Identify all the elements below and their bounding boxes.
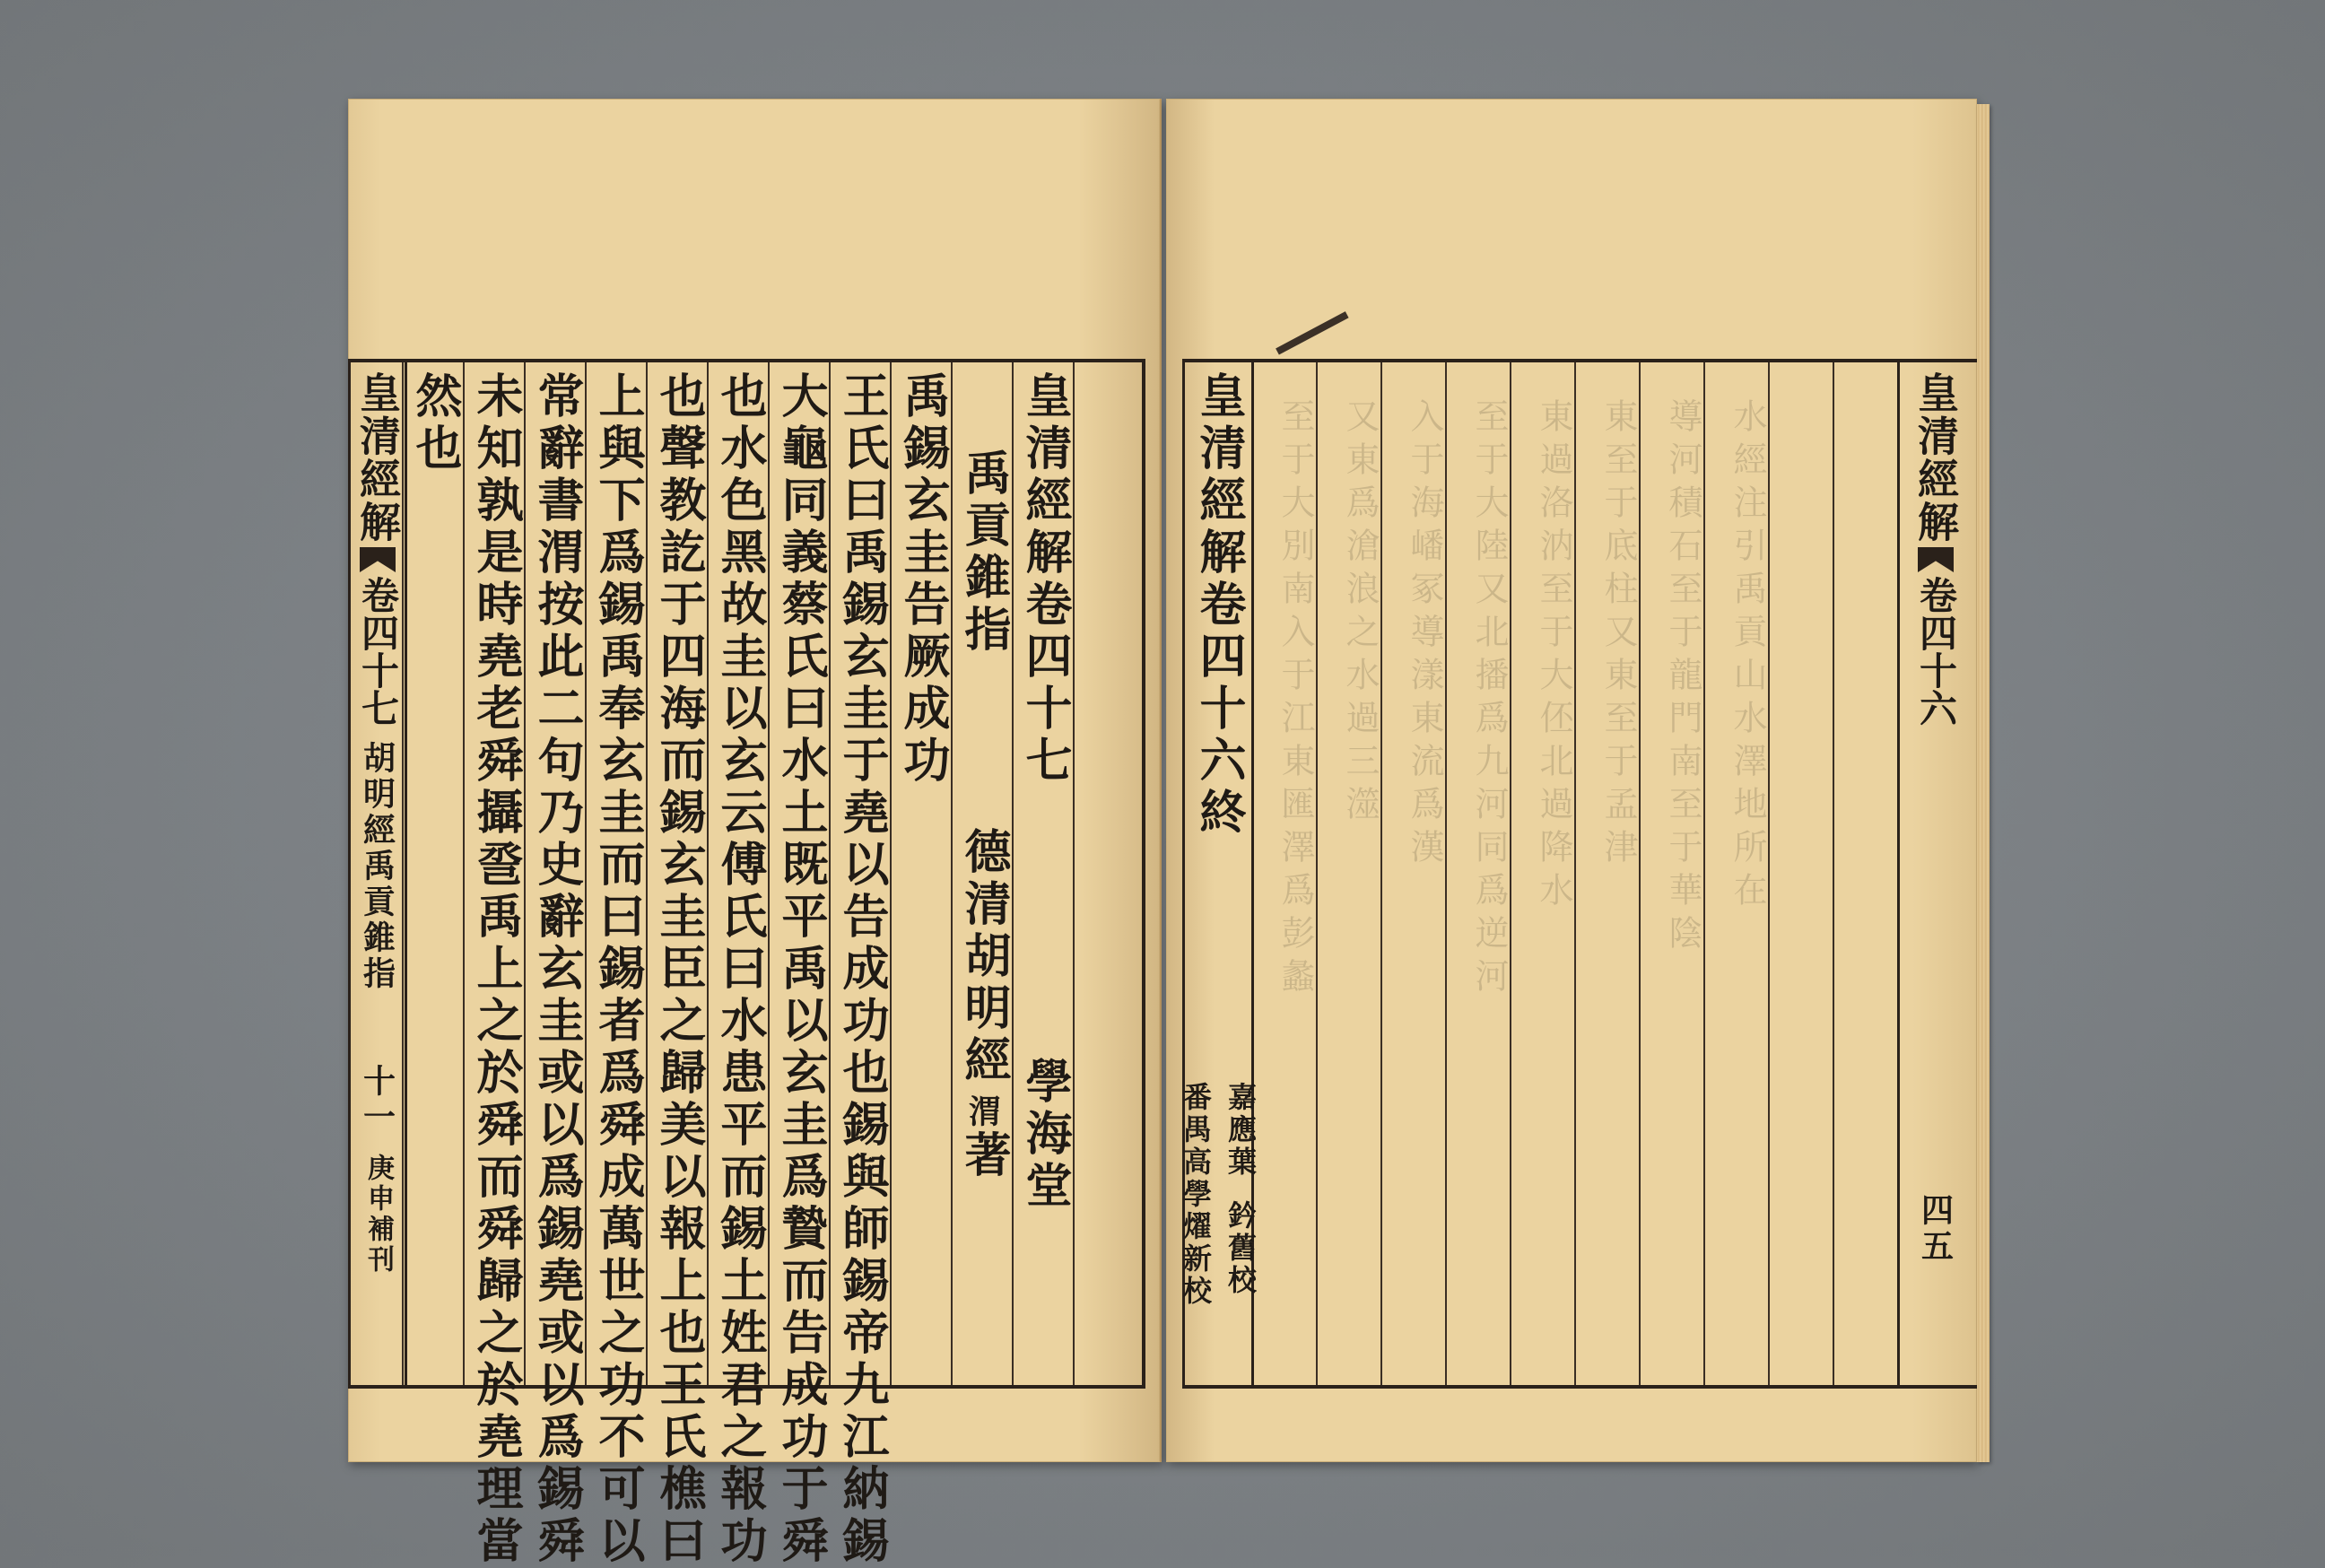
author-role: 著 — [956, 1130, 1011, 1182]
show-through-text: 入于海嶓冢導漾東流爲漢 — [1405, 398, 1444, 872]
text-column-3 — [707, 362, 770, 1568]
margin-page-number: 十一 — [358, 1064, 396, 1136]
right-page — [1166, 99, 1977, 1462]
body-column-text: 大龜同義蔡氏曰水土既平禹以玄圭爲贄而告成功于舜 — [773, 371, 828, 1568]
show-through-text: 水經注引禹貢山水澤地所在 — [1728, 398, 1767, 915]
proofreader-role: 燿新校 — [1179, 1211, 1213, 1308]
show-through-text: 東至于底柱又東至于孟津 — [1598, 398, 1638, 872]
body-column-text: 也聲教訖于四海而錫玄圭臣之歸美以報上也王氏樵曰 — [651, 371, 706, 1568]
body-column-text: 常辭書渭按此二句乃史辭玄圭或以爲錫堯或以爲錫舜 — [529, 371, 584, 1568]
body-column-text: 未知孰是時堯老舜攝巹禹上之於舜而舜歸之於堯理當 — [468, 371, 523, 1568]
chapter-title: 禹貢錐指 — [956, 449, 1011, 657]
body-column-text: 也水色黑故圭以玄云傅氏曰水患平而錫土姓君之報功 — [712, 371, 767, 1568]
end-title-column — [1179, 362, 1258, 1385]
empty-column-10 — [1833, 362, 1899, 1385]
left-page — [348, 99, 1162, 1568]
school-name: 學海堂 — [1017, 1057, 1072, 1213]
heading-column — [890, 362, 953, 1385]
body-column-text: 王氏曰禹錫玄圭于堯以告成功也錫與師錫帝九江納錫 — [834, 371, 889, 1568]
text-column-6 — [524, 362, 587, 1568]
margin-page-number: 四五 — [1916, 1193, 1955, 1265]
author-line: 德清胡明經 — [956, 827, 1011, 1087]
header-column — [1012, 362, 1075, 1385]
text-column-4 — [646, 362, 709, 1568]
fishtail-mark — [1918, 547, 1954, 572]
proofreader-place: 嘉應 — [1223, 1082, 1258, 1146]
proofreader-role: 鈐舊校 — [1223, 1200, 1258, 1297]
body-column-text: 然也 — [407, 371, 462, 475]
section-heading: 禹錫玄圭告厥成功 — [895, 371, 950, 788]
show-through-text: 導河積石至于龍門南至于華陰 — [1663, 398, 1702, 958]
fishtail-mark — [360, 547, 396, 572]
right-page-margin-column — [1897, 362, 1972, 1385]
proofreader-place: 番禺 — [1179, 1082, 1213, 1146]
margin-volume: 卷四十六 — [1914, 576, 1958, 727]
open-book — [348, 90, 1977, 1568]
text-column-7 — [463, 362, 526, 1568]
proofreader-name: 葉 — [1223, 1146, 1258, 1179]
margin-volume: 卷四十七 — [356, 576, 400, 727]
empty-column-9 — [1768, 362, 1834, 1385]
show-through-text: 至于大別南入于江東匯澤爲彭蠡 — [1276, 398, 1315, 1001]
page-stack-edge — [1977, 104, 1990, 1462]
show-through-text: 至于大陸又北播爲九河同爲逆河 — [1469, 398, 1509, 1001]
end-title: 皇清經解卷四十六終 — [1191, 371, 1246, 840]
show-through-text: 東過洛汭至于大伾北過降水 — [1534, 398, 1573, 915]
margin-work: 胡明經禹貢錐指 — [358, 741, 396, 992]
margin-title: 皇清經解 — [1911, 371, 1960, 544]
left-text-frame — [348, 359, 1145, 1568]
proofreader-2 — [1175, 1082, 1216, 1308]
show-through-text: 又東爲滄浪之水過三澨 — [1340, 398, 1380, 829]
right-text-frame — [1179, 359, 1979, 1389]
author-column — [951, 362, 1014, 1385]
text-column-5 — [585, 362, 648, 1568]
margin-edition: 庚申補刊 — [362, 1154, 394, 1276]
body-column-text: 上與下爲錫禹奉玄圭而曰錫者爲舜成萬世之功不可以 — [590, 371, 645, 1568]
header-title: 皇清經解卷四十七 — [1017, 371, 1072, 788]
text-column-1 — [829, 362, 892, 1568]
margin-title: 皇清經解 — [353, 371, 402, 544]
blank-column — [1073, 362, 1144, 1385]
proofreader-block — [1175, 1082, 1261, 1308]
left-page-margin-column — [348, 362, 407, 1385]
proofreader-name: 高學 — [1179, 1146, 1213, 1211]
text-column-8 — [402, 362, 465, 1385]
author-name: 渭 — [963, 1094, 1002, 1130]
text-column-2 — [768, 362, 831, 1568]
